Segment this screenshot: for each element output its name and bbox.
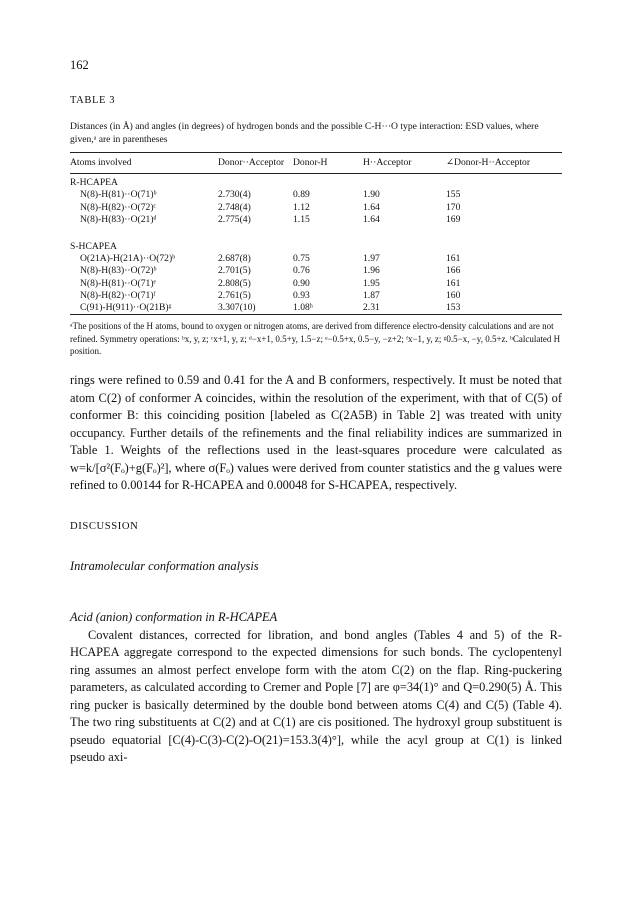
table-cell: 0.75 [293, 253, 310, 265]
table-cell: 1.96 [363, 265, 380, 277]
table-cell: O(21A)-H(21A)··O(72)ᵇ [80, 253, 176, 265]
table-cell: 1.90 [363, 189, 380, 201]
group-name: S-HCAPEA [70, 241, 117, 253]
group-name: R-HCAPEA [70, 177, 118, 189]
table-label: TABLE 3 [70, 95, 116, 106]
table-cell: 0.89 [293, 189, 310, 201]
table-cell: 3.307(10) [218, 302, 256, 314]
table-cell: N(8)-H(83)··O(72)ᵇ [80, 265, 157, 277]
table-cell: N(8)-H(81)··O(71)ᵉ [80, 277, 156, 289]
table-bottom-rule [70, 314, 562, 315]
table-cell: 1.87 [363, 289, 380, 301]
page-number: 162 [70, 58, 89, 72]
column-header: Donor··Acceptor [218, 157, 285, 168]
table-row [70, 290, 562, 302]
subsection-heading: Intramolecular conformation analysis [70, 558, 259, 573]
paragraph-text: rings were refined to 0.59 and 0.41 for the A and B conformers, respectively. It must be noted that atom C(2) of conformer A coincides, within the resolution of the experiment, with that of C(5) of conformer B: this coinciding position [labeled as C(2A5B) in Table 2] was treated with unity occupancy. Further details of the refinements and the final reliability indices are summarized in Table 1. Weights of the reflections used in the least-squares procedure were calculated as w=k/[σ²(Fₒ)+g(Fₒ)²], where σ(Fₒ) values were derived from counter statistics and the g values were refined to 0.00144 for R-HCAPEA and 0.00048 for S-HCAPEA, respectively. [70, 373, 562, 493]
table-cell: 161 [446, 253, 461, 265]
table-cell: 170 [446, 201, 461, 213]
column-header: Atoms involved [70, 157, 132, 168]
table-cell: 153 [446, 302, 461, 314]
table-cell: 1.95 [363, 277, 380, 289]
column-header: ∠Donor-H··Acceptor [446, 157, 531, 168]
table-cell: 161 [446, 277, 461, 289]
table-cell: 160 [446, 289, 461, 301]
table-cell: N(8)-H(82)··O(71)ᶠ [80, 289, 156, 301]
table-header-row [70, 153, 562, 173]
table-row [70, 189, 562, 201]
table-row [70, 253, 562, 265]
table-cell: 1.97 [363, 253, 380, 265]
table-cell: N(8)-H(81)··O(71)ᵇ [80, 189, 157, 201]
table-cell: 2.730(4) [218, 189, 251, 201]
table-cell: 1.64 [363, 201, 380, 213]
table-group-header [70, 174, 562, 189]
table-cell: 166 [446, 265, 461, 277]
hydrogen-bond-table [70, 153, 562, 314]
table-body [70, 174, 562, 314]
table-row [70, 202, 562, 214]
paragraph-text: Covalent distances, corrected for libration, and bond angles (Tables 4 and 5) of the R-HCAPEA aggregate correspond to the expected dimensions for such bonds. The cyclopentenyl ring assumes an almost perfect envelope form with the atom C(2) on the flap. Ring-puckering parameters, as calculated according to Cremer and Pople [7] are φ=34(1)° and Q=0.290(5) Å. This ring pucker is basically determined by the double bond between atoms C(4) and C(5) (Table 4). The two ring substituents at C(2) and at C(1) are cis positioned. The hydroxyl group substituent is pseudo equatorial [C(4)-C(3)-C(2)-O(21)=153.3(4)°], while the acyl group at C(1) is linked pseudo axi- [70, 627, 562, 765]
table-row [70, 302, 562, 314]
body-paragraph [70, 372, 562, 495]
table-cell: 1.15 [293, 213, 310, 225]
table-cell: 1.12 [293, 201, 310, 213]
page [70, 58, 562, 767]
table-caption: Distances (in Å) and angles (in degrees) of hydrogen bonds and the possible C-H···O type interaction: ESD values, where given,ᵃ are in parentheses [70, 121, 539, 145]
column-header: H··Acceptor [363, 157, 412, 168]
column-header: Donor-H [293, 157, 328, 168]
table-row [70, 278, 562, 290]
table-cell: N(8)-H(82)··O(72)ᶜ [80, 201, 156, 213]
table-cell: 2.31 [363, 302, 380, 314]
table-cell: 2.761(5) [218, 289, 251, 301]
table-cell: 2.687(8) [218, 253, 251, 265]
section-heading: DISCUSSION [70, 520, 139, 532]
table-cell: 0.90 [293, 277, 310, 289]
table-cell: 1.64 [363, 213, 380, 225]
table-cell: 155 [446, 189, 461, 201]
table-cell: N(8)-H(83)··O(21)ᵈ [80, 213, 157, 225]
table-row [70, 214, 562, 226]
table-cell: 2.701(5) [218, 265, 251, 277]
body-paragraph [70, 627, 562, 767]
table-cell: 2.775(4) [218, 213, 251, 225]
table-cell: 2.748(4) [218, 201, 251, 213]
table-cell: 169 [446, 213, 461, 225]
table-cell: 0.76 [293, 265, 310, 277]
table-row [70, 265, 562, 277]
table-cell: 2.808(5) [218, 277, 251, 289]
table-cell: 1.08ʰ [293, 302, 313, 314]
table-footnote: ᵃThe positions of the H atoms, bound to oxygen or nitrogen atoms, are derived from difference electro-density calculations and are not refined. Symmetry operations: ᵇx, y, z; ᶜx+1, y, z; ᵈ−x+1, 0.5+y, 1.5−z; ᵉ−0.5+x, 0.5−y, −z+2; ᶠx−1, y, z; ᵍ0.5−x, −y, 0.5+z. ʰCalculated H position. [70, 321, 561, 357]
table-cell: C(91)-H(911)··O(21B)ᵍ [80, 302, 172, 314]
subsubsection-heading: Acid (anion) conformation in R-HCAPEA [70, 609, 278, 624]
group-spacer [70, 226, 562, 238]
table-cell: 0.93 [293, 289, 310, 301]
table-group-header [70, 238, 562, 253]
